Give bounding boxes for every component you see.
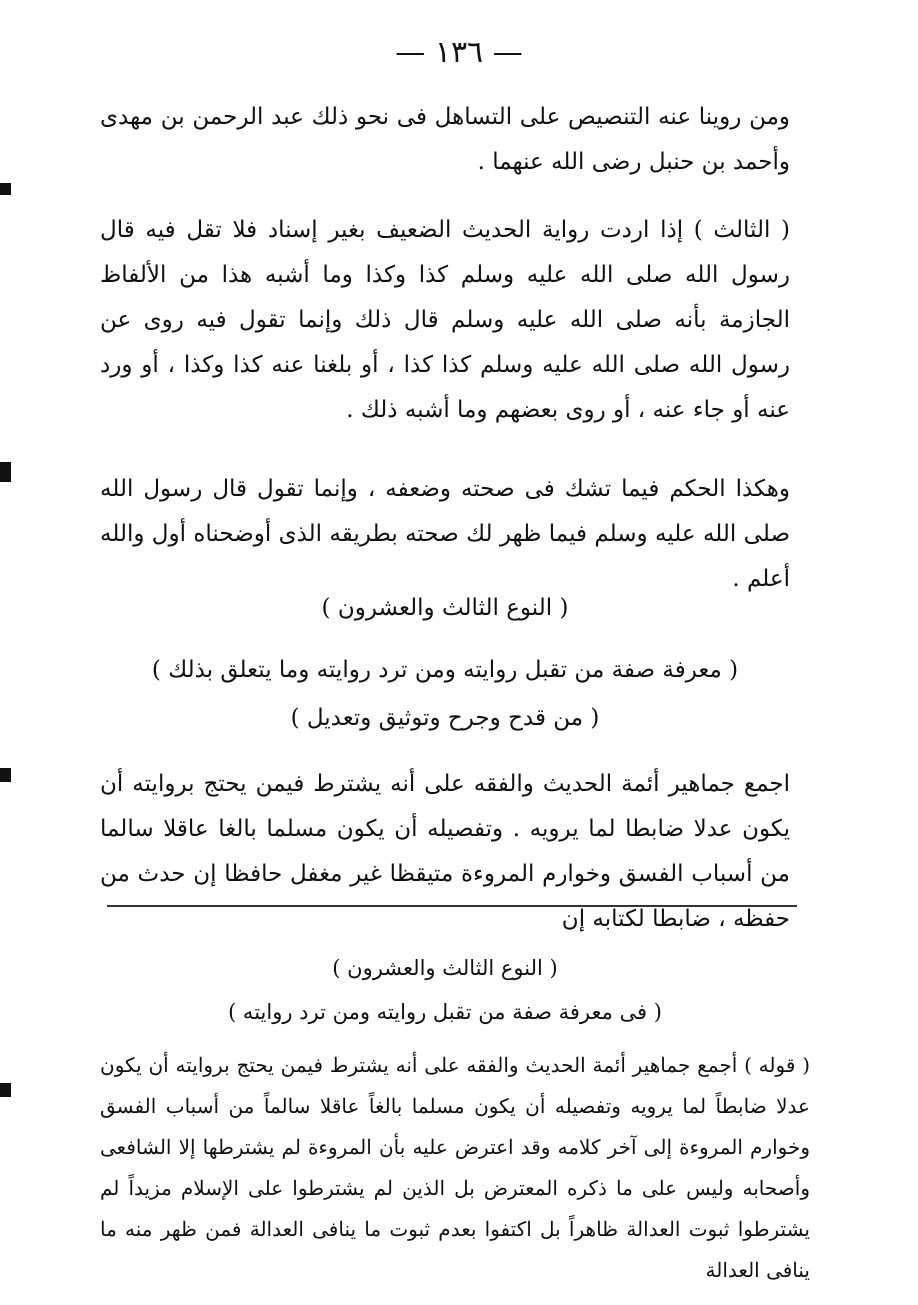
footnote-subheading: ( فى معرفة صفة من تقبل روايته ومن ترد روايته )	[228, 1000, 662, 1024]
paragraph-third-rule	[100, 208, 790, 433]
section-subheading-narrator-qualities: ( معرفة صفة من تقبل روايته ومن ترد روايته وما يتعلق بذلك )	[151, 657, 739, 683]
paragraph-tahsees	[100, 95, 790, 185]
footnote-heading-type-23: ( النوع الثالث والعشرون )	[332, 956, 558, 980]
section-subheading-criticism: ( من قدح وجرح وتوثيق وتعديل )	[290, 705, 600, 731]
margin-mark	[0, 1083, 11, 1097]
paragraph-text: ( الثالث ) إذا اردت رواية الحديث الضعيف بغير إسناد فلا تقل فيه قال رسول الله صلى الله عليه وسلم كذا وكذا وما أشبه هذا من الألفاظ الجازمة بأنه صلى الله عليه وسلم قال ذلك وإنما تقول فيه روى عن رسول الله صلى الله عليه وسلم كذا كذا ، أو بلغنا عنه كذا وكذا ، أو ورد عنه أو جاء عنه ، أو روى بعضهم وما أشبه ذلك .	[100, 217, 790, 423]
paragraph-doubt-rule	[100, 467, 790, 602]
margin-mark	[0, 183, 11, 195]
margin-mark	[0, 768, 11, 782]
footnote-divider	[107, 905, 797, 907]
page-number: — ١٣٦ —	[395, 35, 523, 70]
paragraph-text: اجمع جماهير أئمة الحديث والفقه على أنه يشترط فيمن يحتج بروايته أن يكون عدلا ضابطا لما يرويه . وتفصيله أن يكون مسلما بالغا عاقلا سالما من أسباب الفسق وخوارم المروءة متيقظا غير مغفل حافظا إن حدث من حفظه ، ضابطا لكتابه إن	[100, 771, 790, 932]
paragraph-text: ومن روينا عنه التنصيص على التساهل فى نحو ذلك عبد الرحمن بن مهدى وأحمد بن حنبل رضى الله عنهما .	[100, 104, 790, 175]
section-heading-type-23: ( النوع الثالث والعشرون )	[321, 595, 569, 621]
footnote-paragraph: ( قوله ) أجمع جماهير أئمة الحديث والفقه على أنه يشترط فيمن يحتج بروايته أن يكون عدلا ضابطاً لما يرويه وتفصيله أن يكون مسلما بالغاً عاقلا سالماً من أسباب الفسق وخوارم المروءة إلى آخر كلامه وقد اعترض عليه بأن المروءة لم يشترطها إلا الشافعى وأصحابه وليس على ما ذكره المعترض بل الذين لم يشترطوا على الإسلام مزيداً لم يشترطوا ثبوت العدالة ظاهراً بل اكتفوا بعدم ثبوت ما ينافى العدالة فمن ظهر منه ما ينافى العدالة	[100, 1053, 810, 1282]
margin-mark	[0, 462, 11, 482]
paragraph-text: وهكذا الحكم فيما تشك فى صحته وضعفه ، وإنما تقول قال رسول الله صلى الله عليه وسلم فيما ظهر لك صحته بطريقه الذى أوضحناه أول والله أعلم .	[100, 476, 790, 592]
paragraph-narrator-conditions	[100, 762, 790, 942]
footnote-commentary	[100, 1045, 810, 1291]
